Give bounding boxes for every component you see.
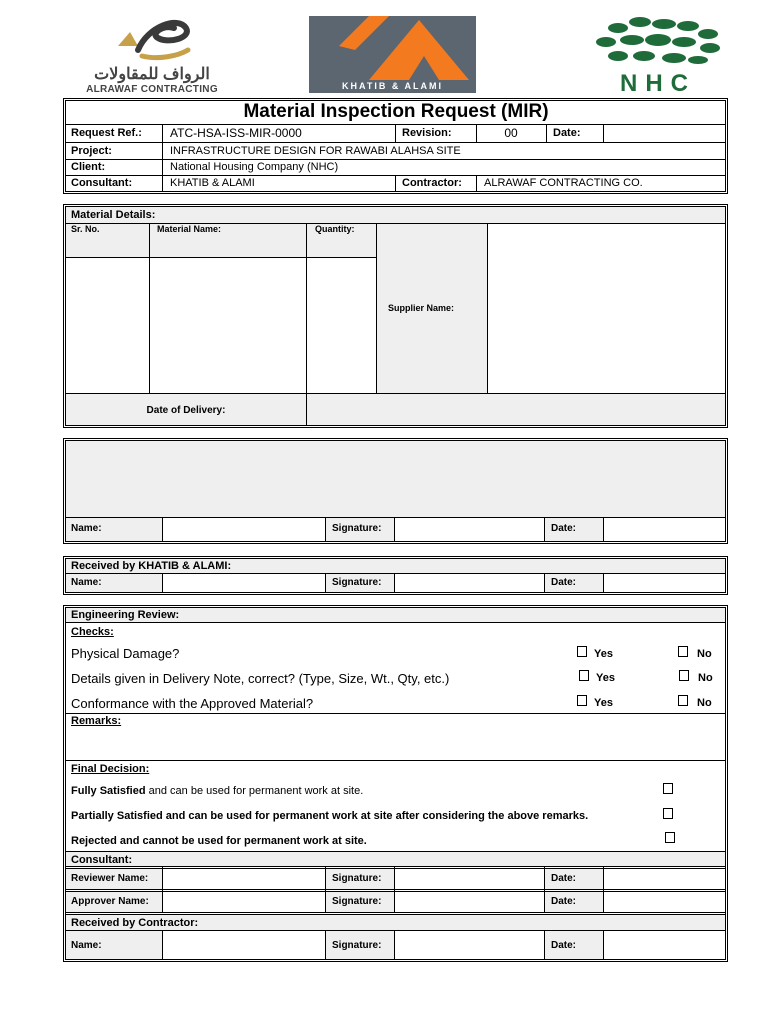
received-contractor-name-field[interactable]: [163, 931, 325, 959]
material-name-header: Material Name:: [157, 224, 222, 234]
reviewer-date-field[interactable]: [604, 869, 725, 889]
contractor-label: Contractor:: [402, 177, 462, 189]
submission-date-label: Date:: [551, 523, 577, 534]
ka-emblem-icon: [309, 16, 476, 80]
received-contractor-date-field[interactable]: [604, 931, 725, 959]
decision-fully-satisfied-bold: Fully Satisfied: [71, 785, 146, 797]
submission-signature-field[interactable]: [395, 518, 544, 541]
khatib-alami-logo: [309, 16, 476, 93]
check-row: Conformance with the Approved Material?: [71, 696, 314, 711]
approver-name-field[interactable]: [163, 892, 325, 912]
received-ka-name-field[interactable]: [163, 574, 325, 592]
check-2-yes-checkbox[interactable]: [577, 695, 587, 706]
alrawaf-arabic-name: الرواف للمقاولات: [94, 66, 210, 83]
client-value[interactable]: National Housing Company (NHC): [170, 161, 339, 173]
consultant-label: Consultant:: [71, 177, 133, 189]
quantity-header: Quantity:: [315, 224, 355, 234]
submission-notes-area[interactable]: [66, 441, 725, 517]
received-contractor-signature-label: Signature:: [332, 940, 382, 951]
approver-signature-field[interactable]: [395, 892, 544, 912]
approver-signature-label: Signature:: [332, 896, 382, 907]
client-label: Client:: [71, 161, 106, 173]
submission-name-label: Name:: [71, 523, 102, 534]
page-title: Material Inspection Request (MIR): [243, 101, 549, 122]
revision-label: Revision:: [402, 127, 452, 139]
decision-partially-satisfied-checkbox[interactable]: [663, 808, 673, 819]
received-contractor-name-label: Name:: [71, 940, 102, 951]
reviewer-name-label: Reviewer Name:: [71, 873, 149, 884]
check-2-no-label: No: [697, 697, 712, 709]
decision-rejected-checkbox[interactable]: [665, 832, 675, 843]
consultant-heading: Consultant:: [71, 854, 133, 866]
engineering-review-heading: Engineering Review:: [71, 609, 180, 621]
remarks-field[interactable]: [66, 730, 725, 758]
date-field[interactable]: [604, 125, 725, 141]
remarks-label: Remarks:: [71, 715, 122, 727]
received-ka-name-label: Name:: [71, 577, 102, 588]
alrawaf-emblem-icon: [108, 16, 198, 64]
alrawaf-english-name: ALRAWAF CONTRACTING: [86, 84, 218, 95]
check-2-yes-label: Yes: [594, 697, 613, 709]
decision-partially-satisfied: Partially Satisfied and can be used for permanent work at site after considering the above remarks.: [71, 810, 589, 822]
submission-signature-label: Signature:: [332, 523, 382, 534]
date-label: Date:: [553, 127, 581, 139]
check-0-no-checkbox[interactable]: [678, 646, 688, 657]
received-ka-signature-label: Signature:: [332, 577, 382, 588]
received-ka-signature-field[interactable]: [395, 574, 544, 592]
check-0-no-label: No: [697, 648, 712, 660]
decision-rejected: Rejected and cannot be used for permanent work at site.: [71, 835, 367, 847]
decision-fully-satisfied-checkbox[interactable]: [663, 783, 673, 794]
received-ka-heading: Received by KHATIB & ALAMI:: [71, 560, 232, 572]
sr-no-field[interactable]: [66, 258, 149, 392]
received-contractor-signature-field[interactable]: [395, 931, 544, 959]
request-ref-value[interactable]: ATC-HSA-ISS-MIR-0000: [170, 126, 302, 140]
consultant-value[interactable]: KHATIB & ALAMI: [170, 177, 255, 189]
check-row: Physical Damage?: [71, 646, 180, 661]
received-contractor-date-label: Date:: [551, 940, 577, 951]
sr-no-header: Sr. No.: [71, 224, 100, 234]
material-name-field[interactable]: [150, 258, 306, 392]
project-value[interactable]: INFRASTRUCTURE DESIGN FOR RAWABI ALAHSA SITE: [170, 145, 461, 157]
revision-value[interactable]: 00: [504, 126, 518, 140]
date-of-delivery-field[interactable]: [307, 394, 725, 425]
received-contractor-heading: Received by Contractor:: [71, 917, 199, 929]
request-ref-label: Request Ref.:: [71, 127, 142, 139]
alrawaf-logo: [68, 14, 233, 96]
approver-date-label: Date:: [551, 896, 577, 907]
submission-name-field[interactable]: [163, 518, 325, 541]
check-0-yes-checkbox[interactable]: [577, 646, 587, 657]
received-ka-date-label: Date:: [551, 577, 577, 588]
nhc-tree-icon: [588, 14, 728, 72]
material-details-heading: Material Details:: [71, 209, 156, 221]
final-decision-label: Final Decision:: [71, 763, 150, 775]
approver-name-label: Approver Name:: [71, 896, 149, 907]
ka-name: KHATIB & ALAMI: [342, 81, 443, 91]
check-1-no-label: No: [698, 672, 713, 684]
submission-date-field[interactable]: [604, 518, 725, 541]
supplier-name-label: Supplier Name:: [388, 303, 455, 313]
date-of-delivery-label: Date of Delivery:: [146, 405, 226, 416]
contractor-value[interactable]: ALRAWAF CONTRACTING CO.: [484, 177, 643, 189]
nhc-name: NHC: [620, 70, 696, 97]
decision-fully-satisfied-rest: and can be used for permanent work at site.: [145, 785, 364, 797]
reviewer-date-label: Date:: [551, 873, 577, 884]
checks-label: Checks:: [71, 626, 114, 638]
check-0-yes-label: Yes: [594, 648, 613, 660]
check-2-no-checkbox[interactable]: [678, 695, 688, 706]
quantity-field[interactable]: [307, 258, 376, 392]
approver-date-field[interactable]: [604, 892, 725, 912]
reviewer-signature-label: Signature:: [332, 873, 382, 884]
decision-fully-satisfied: [71, 785, 363, 797]
check-1-yes-label: Yes: [596, 672, 615, 684]
supplier-name-field[interactable]: [488, 224, 725, 392]
reviewer-signature-field[interactable]: [395, 869, 544, 889]
check-1-no-checkbox[interactable]: [679, 670, 689, 681]
project-label: Project:: [71, 145, 112, 157]
reviewer-name-field[interactable]: [163, 869, 325, 889]
check-1-yes-checkbox[interactable]: [579, 670, 589, 681]
received-ka-date-field[interactable]: [604, 574, 725, 592]
ka-name-banner: [309, 80, 476, 93]
nhc-logo: [580, 12, 740, 96]
check-row: Details given in Delivery Note, correct? (Type, Size, Wt., Qty, etc.): [71, 671, 450, 686]
